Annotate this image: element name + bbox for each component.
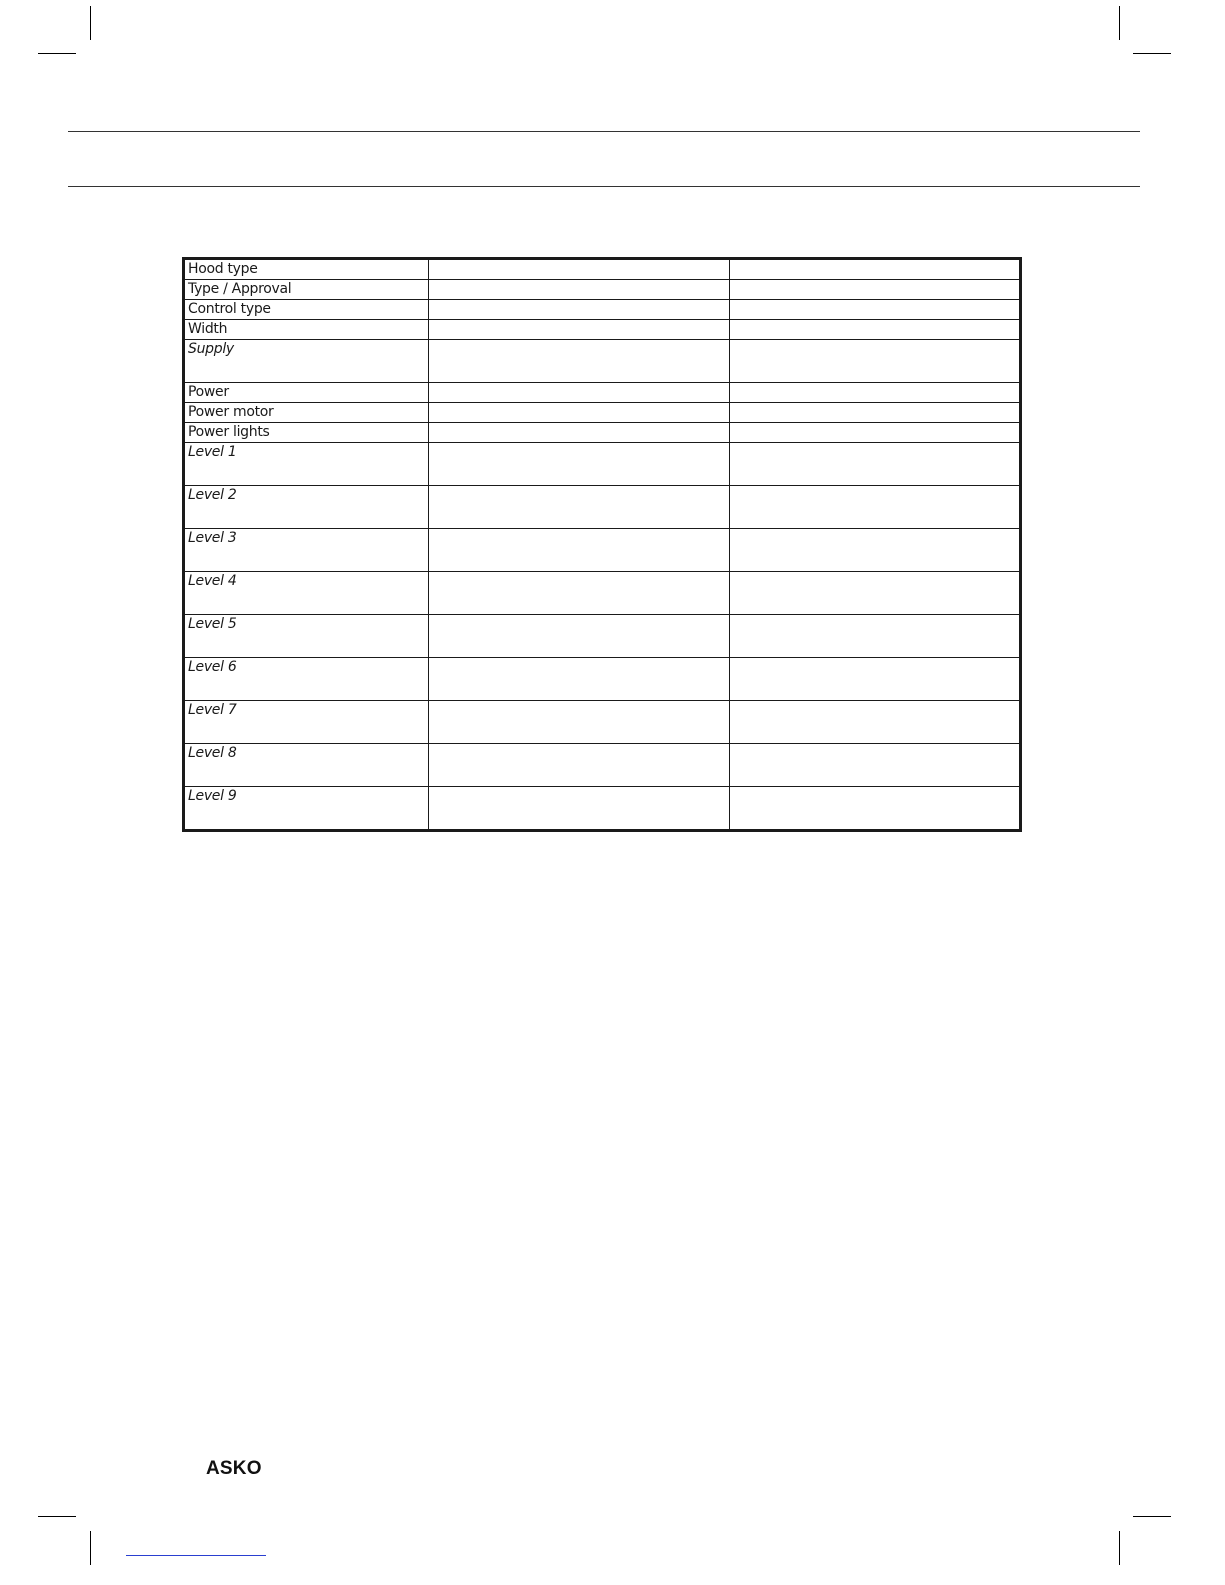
value-cell-2 xyxy=(730,744,1021,787)
value-cell-1 xyxy=(429,383,730,403)
header-rule-top xyxy=(68,131,1140,132)
table-row xyxy=(184,486,1021,529)
crop-mark-bottom-left-horizontal xyxy=(38,1516,76,1517)
value-cell-1 xyxy=(429,658,730,701)
brand-logo-text: ASKO xyxy=(206,1458,262,1479)
crop-mark-top-right-horizontal xyxy=(1133,53,1171,54)
row-label: Supply xyxy=(184,340,429,383)
value-cell-1 xyxy=(429,300,730,320)
row-label: Width xyxy=(184,320,429,340)
value-cell-2 xyxy=(730,300,1021,320)
row-label: Power lights xyxy=(184,423,429,443)
value-cell-1 xyxy=(429,280,730,300)
table-row xyxy=(184,443,1021,486)
row-label: Power motor xyxy=(184,403,429,423)
value-cell-2 xyxy=(730,280,1021,300)
value-cell-2 xyxy=(730,443,1021,486)
table-row xyxy=(184,280,1021,300)
table-row xyxy=(184,300,1021,320)
table-row xyxy=(184,403,1021,423)
value-cell-1 xyxy=(429,423,730,443)
value-cell-1 xyxy=(429,787,730,831)
value-cell-1 xyxy=(429,259,730,280)
value-cell-2 xyxy=(730,320,1021,340)
row-label: Level 1 xyxy=(184,443,429,486)
row-label: Power xyxy=(184,383,429,403)
value-cell-1 xyxy=(429,744,730,787)
table-row xyxy=(184,340,1021,383)
table-row xyxy=(184,701,1021,744)
table-row xyxy=(184,259,1021,280)
row-label: Level 8 xyxy=(184,744,429,787)
value-cell-2 xyxy=(730,383,1021,403)
crop-mark-bottom-right-horizontal xyxy=(1133,1516,1171,1517)
value-cell-2 xyxy=(730,486,1021,529)
value-cell-1 xyxy=(429,443,730,486)
row-label: Level 4 xyxy=(184,572,429,615)
value-cell-2 xyxy=(730,529,1021,572)
header-rule-bottom xyxy=(68,186,1140,187)
value-cell-2 xyxy=(730,615,1021,658)
value-cell-1 xyxy=(429,701,730,744)
value-cell-2 xyxy=(730,572,1021,615)
row-label: Level 2 xyxy=(184,486,429,529)
table-row xyxy=(184,658,1021,701)
value-cell-2 xyxy=(730,403,1021,423)
row-label: Level 7 xyxy=(184,701,429,744)
crop-mark-top-left-vertical xyxy=(90,6,91,40)
table-row xyxy=(184,572,1021,615)
value-cell-2 xyxy=(730,340,1021,383)
value-cell-1 xyxy=(429,572,730,615)
value-cell-1 xyxy=(429,615,730,658)
table-row xyxy=(184,529,1021,572)
row-label: Level 6 xyxy=(184,658,429,701)
value-cell-2 xyxy=(730,423,1021,443)
value-cell-1 xyxy=(429,403,730,423)
row-label: Level 3 xyxy=(184,529,429,572)
table-row xyxy=(184,423,1021,443)
value-cell-2 xyxy=(730,701,1021,744)
value-cell-2 xyxy=(730,787,1021,831)
row-label: Control type xyxy=(184,300,429,320)
table-row xyxy=(184,615,1021,658)
crop-mark-bottom-right-vertical xyxy=(1119,1531,1120,1565)
row-label: Level 5 xyxy=(184,615,429,658)
table-row xyxy=(184,787,1021,831)
crop-mark-top-right-vertical xyxy=(1119,6,1120,40)
footer-link-underline xyxy=(126,1555,266,1556)
value-cell-2 xyxy=(730,658,1021,701)
value-cell-1 xyxy=(429,529,730,572)
row-label: Level 9 xyxy=(184,787,429,831)
crop-mark-top-left-horizontal xyxy=(38,53,76,54)
table-row xyxy=(184,744,1021,787)
specification-table xyxy=(182,257,1022,832)
specification-table-body xyxy=(184,259,1021,831)
value-cell-1 xyxy=(429,320,730,340)
row-label: Hood type xyxy=(184,259,429,280)
value-cell-1 xyxy=(429,340,730,383)
table-row xyxy=(184,320,1021,340)
table-row xyxy=(184,383,1021,403)
row-label: Type / Approval xyxy=(184,280,429,300)
crop-mark-bottom-left-vertical xyxy=(90,1531,91,1565)
value-cell-2 xyxy=(730,259,1021,280)
value-cell-1 xyxy=(429,486,730,529)
